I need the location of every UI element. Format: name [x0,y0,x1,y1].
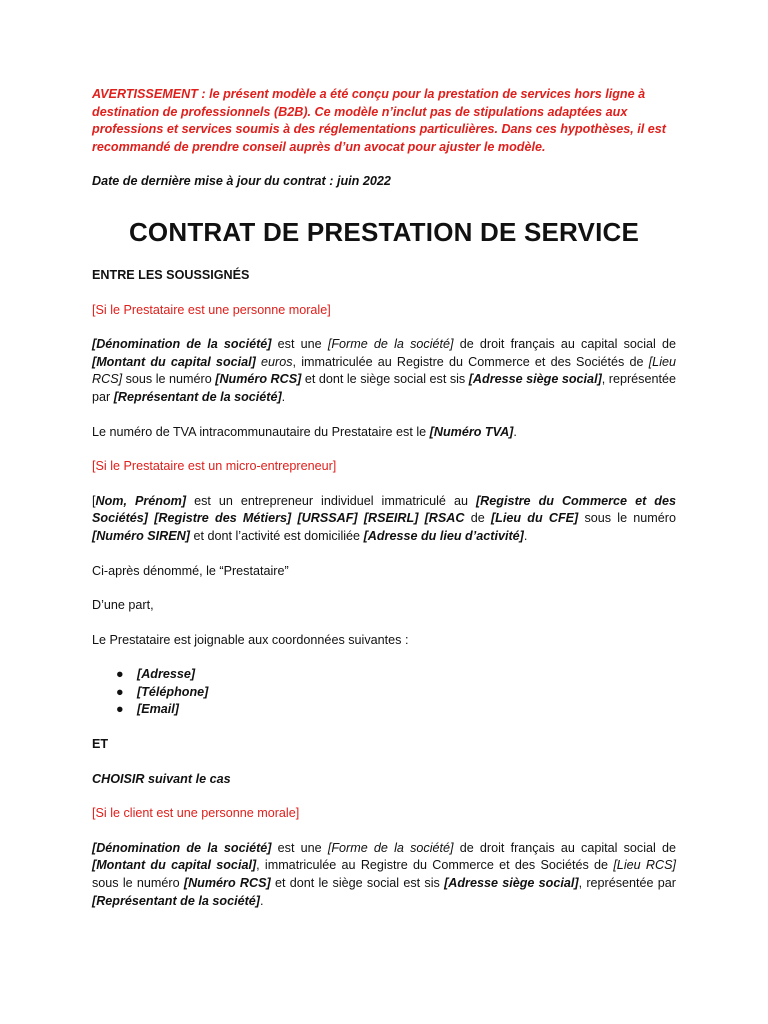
et-heading: ET [92,737,109,752]
currency-euros: euros [261,354,293,369]
placeholder-capital: [Montant du capital social] [92,354,256,369]
micro-paragraph [92,493,676,546]
placeholder-adresse: [Adresse siège social] [444,876,579,891]
placeholder-denomination: [Dénomination de la société] [92,840,272,855]
text: est une [271,840,328,855]
text: [ [92,493,96,508]
text: de [464,511,491,526]
text: . [281,389,286,404]
contact-telephone: [Téléphone] [137,684,209,699]
placeholder-lieu-rcs: [Lieu RCS] [613,858,676,873]
placeholder-nom-prenom: Nom, Prénom] [95,493,187,508]
placeholder-siren: [Numéro SIREN] [92,528,190,543]
ci-apres-prestataire: Ci-après dénommé, le “Prestataire” [92,563,289,578]
text: est une [271,337,328,352]
placeholder-lieu-rcs: [Lieu RCS] [92,354,676,387]
placeholder-adresse-activite: [Adresse du lieu d’activité] [363,528,524,543]
list-item [92,684,676,702]
client-morale-paragraph [92,840,676,910]
placeholder-denomination: [Dénomination de la société] [92,337,272,352]
placeholder-capital: [Montant du capital social] [92,858,257,873]
text: de droit français au capital social de [453,840,677,855]
text: et dont le siège social est sis [301,372,469,387]
contract-title: CONTRAT DE PRESTATION DE SERVICE [128,216,640,247]
placeholder-numero-rcs: [Numéro RCS] [215,372,302,387]
text: , immatriculée au Registre du Commerce et des Sociétés de [292,354,649,369]
placeholder-numero-rcs: [Numéro RCS] [183,876,271,891]
text: et dont l’activité est domiciliée [189,528,364,543]
warning-notice: AVERTISSEMENT : le présent modèle a été conçu pour la prestation de services hors ligne à destination de professionnels (B2B). Ce modèle n’inclut pas de stipulations adaptées aux professions et services soumis à des réglementations particulières. Dans ces hypothèses, il est recommandé de prendre conseil auprès d’un avocat pour ajuster le modèle. [92,87,666,154]
text: de droit français au capital social de [453,337,677,352]
placeholder-lieu-cfe: [Lieu du CFE] [490,511,579,526]
placeholder-forme: [Forme de la société] [327,840,454,855]
text: . [523,528,528,543]
bullet-icon: ● [116,702,124,717]
placeholder-representant: [Représentant de la société] [113,389,282,404]
placeholder-registre: [Registre du Commerce et des Sociétés] [Registre des Métiers] [URSSAF] [RSEIRL] [RSAC [92,493,676,526]
client-morale-condition: [Si le client est une personne morale] [92,806,300,821]
text: . [513,424,517,439]
prestataire-morale-paragraph [92,336,676,406]
last-update-date: Date de dernière mise à jour du contrat : juin 2022 [92,174,391,189]
text: est un entrepreneur individuel immatriculé au [186,493,476,508]
micro-condition: [Si le Prestataire est un micro-entrepreneur] [92,459,337,474]
text: sous le numéro [122,372,216,387]
text: , représentée par [92,372,676,404]
choisir-note: CHOISIR suivant le cas [92,771,231,786]
bullet-icon: ● [116,684,124,699]
text: , immatriculée au Registre du Commerce et des Sociétés de [256,858,614,873]
bullet-icon: ● [116,667,124,682]
placeholder-representant: [Représentant de la société] [92,893,260,908]
text: , représentée par [578,876,677,891]
dune-part: D’une part, [92,598,154,613]
text: . [259,893,264,908]
text: sous le numéro [92,876,184,891]
list-item [92,666,676,684]
contact-adresse: [Adresse] [137,667,196,682]
list-item [92,701,676,719]
prestataire-morale-condition: [Si le Prestataire est une personne morale] [92,302,331,317]
placeholder-adresse: [Adresse siège social] [468,372,602,387]
parties-heading: ENTRE LES SOUSSIGNÉS [92,267,250,282]
text: et dont le siège social est sis [270,876,445,891]
text: Le numéro de TVA intracommunautaire du Prestataire est le [92,424,430,439]
placeholder-numero-tva: [Numéro TVA] [429,424,514,439]
contact-list [92,666,676,719]
contact-intro: Le Prestataire est joignable aux coordonnées suivantes : [92,632,409,647]
contact-email: [Email] [137,702,179,717]
tva-paragraph [92,424,676,442]
placeholder-forme: [Forme de la société] [327,337,454,352]
text: sous le numéro [578,511,677,526]
